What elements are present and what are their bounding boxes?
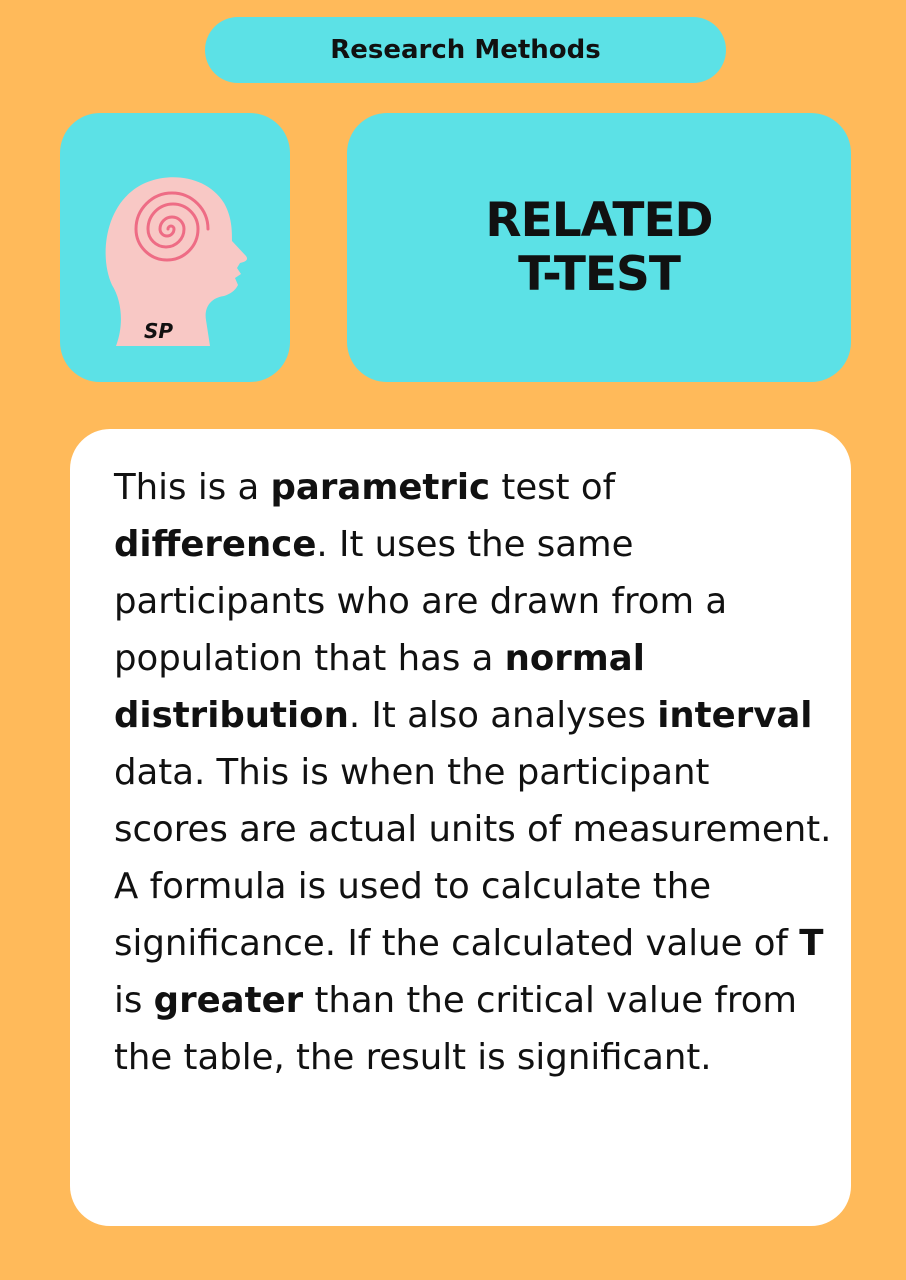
emphasis-term: greater [153,980,304,1021]
logo-initials: SP [144,319,174,343]
text-segment: . It uses the same participants who are drawn from a population that has a [114,524,728,679]
text-segment: data. This is when the participant scores are actual units of measurement. A formula is used to calculate the significance. If the calculated value of [114,752,832,964]
text-segment: test of [490,467,616,508]
header-label: Research Methods [330,35,601,65]
head-silhouette [106,177,247,346]
emphasis-term: parametric [270,467,491,508]
emphasis-term: T [799,923,824,964]
title-line-2: T-TEST [518,246,680,302]
emphasis-term: normal distribution [114,638,645,736]
logo-card [60,113,290,382]
emphasis-term: interval [657,695,813,736]
emphasis-term: difference [114,524,317,565]
title-line-1: RELATED [485,192,713,248]
text-segment: This is a [114,467,271,508]
header-pill [205,17,726,83]
text-segment: is [114,980,154,1021]
text-segment: than the critical value from the table, the result is significant. [114,980,797,1078]
head-spiral-icon [60,113,290,382]
text-segment: . It also analyses [348,695,658,736]
description-text [114,459,834,1086]
description-card [70,429,851,1226]
title-card [347,113,851,382]
